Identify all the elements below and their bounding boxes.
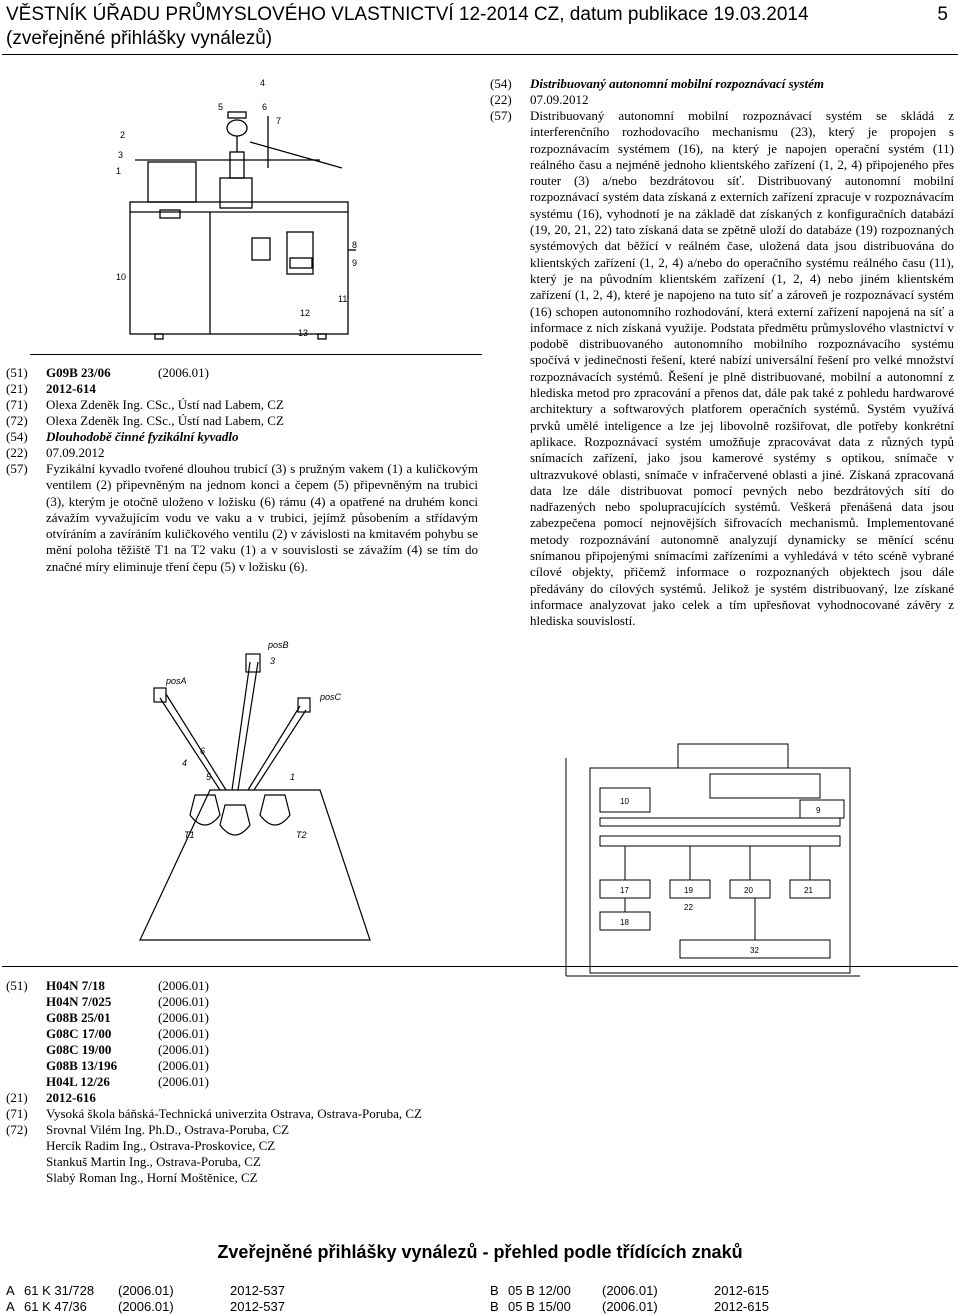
entry3-ipc-row: G08B 13/196 (2006.01) [46,1058,209,1073]
fig2-label: posB [268,640,289,650]
entry1-rule [30,354,482,355]
fig1-label: 6 [262,102,268,112]
fig1-label: 8 [352,240,358,250]
entry3-ipc-row: G08C 19/00 (2006.01) [46,1042,209,1057]
figure-pendulum-motion [120,640,390,950]
entry1-inventor-row: (72) Olexa Zdeněk Ing. CSc., Ústí nad Labem, CZ [6,413,284,428]
entry2-abstract: Distribuovaný autonomní mobilní rozpoznávací systém se skládá z interferenčního rozhodovacího mechanismu (23), který je propojen s rozpoznávacím systémem (16), na který je napojen operační systém (11) reálného času a nejméně jednoho klientského zařízení (1, 2, 4) připojeného přes router (3) a/nebo bezdrátovou síť. Distribuovaný autonomní mobilní rozpoznávací systém data získaná z externích zařízení zpracuje v rozpoznávacím systému (16), vyhodnotí je na základě dat získaných z konfiguračních databází (19, 20, 21, 22) tato získaná data se zpětně uloží do databáze (19) rozpoznaných systémových dat běžící v reálném čase, uložená data jsou distribuována do klientských zařízení (1, 2, 4) a/nebo do operačního systému reálného času (11), který je na původním klientském zařízení (1, 2, 4) nebo jiném klientském zařízení (1, 2, 4), které je napojeno na tuto síť a zároveň je rozpoznávací systém (16) schopen autonomního rozhodování, která externí zařízení napojená na síť a informace z nich získaná využije. Podstata předmětu průmyslového vlastnictví v podobě distribuovaného autonomního mobilního rozpoznávacího systému spočívá v jedinečnosti řešení, které nabízí universální řešení pro velké množství rozpoznávacích systémů. Řešení je plně distribuované, mobilní a autonomní z hlediska metod pro zpracování a přenos dat, dále pak také z pohledu hardwarové architektury a softwarových platforem operačních systémů. Systém využívá prvků umělé inteligence a lze jej libovolně rozšiřovat, dle potřeby konkrétní aplikace. Rozpoznávací systém umožňuje zpracovávat data z různých typů snímacích zařízení, jako jsou kamerové systémy s optikou, snímače v ultrazvukové oblasti, snímače v infračervené oblasti a jiné. Získaná zpracovaná data lze dále distribuovat pomocí pevných nebo bezdrátových sítí do nadřazených nebo spolupracujících systémů. Veškerá přenášená data jsou zabezpečena pomocí nejnovějších šifrovacích mechanismů. Implementované metody rozpoznávání autonomně analyzují dynamicky se měnící scénu snímanou připojenými snímacími zařízeními a vyhledává v této scéně vybrané cílové objekty, přičemž informace o rozpoznaných objektech jsou dále předávány do cílových systémů. Jelikož je systém distribuovaný, lze získané informace analyzovat jako celek a tím upřesňovat vyhodnocované závěry z hlediska souvislostí. [530,108,954,629]
index-row: B 05 B 15/00 (2006.01) 2012-615 [490,1299,769,1314]
diagram-label: 19 [684,886,693,895]
index-section-title: Zveřejněné přihlášky vynálezů - přehled podle třídících znaků [217,1242,743,1262]
fig1-label: 10 [116,272,127,282]
entry3-ipc-row: H04L 12/26 (2006.01) [46,1074,209,1089]
entry3-rule [2,966,958,967]
header-rule [2,54,958,55]
figure-system-block-diagram [560,740,880,980]
entry1-abstract: Fyzikální kyvadlo tvořené dlouhou trubicí (3) s pružným vakem (1) a kuličkovým ventilem (2) připevněným na jednom konci a čepem (5) připevněným na trubici (3), kterým je otočně uloženo v ložisku (6) rámu (4) a opatřené na druhém konci závažím vyvažujícím vodu ve vaku a v trubici, jejímž působením a střídavým otvíráním a zavíráním kuličkového ventilu (2) v závislosti na kmitavém pohybu se mění poloha těžiště T1 na T2 vaku (1) a v souvislosti se závažím (4) se tím do značné míry eliminuje tření čepu (5) v ložisku (6). [46,461,478,574]
fig2-label: 4 [182,758,188,768]
fig2-label: 3 [270,656,276,666]
page-number: 5 [937,4,948,25]
entry1-applicant-row: (71) Olexa Zdeněk Ing. CSc., Ústí nad Labem, CZ [6,397,284,412]
diagram-label: 10 [620,797,629,806]
entry3-inventor-row: Hercík Radim Ing., Ostrava-Proskovice, CZ [46,1138,276,1153]
entry1-ipc-row: (51) G09B 23/06 (2006.01) [6,365,209,380]
entry2-date-row: (22) 07.09.2012 [490,92,589,107]
entry3-inventor-row: (72) Srovnal Vilém Ing. Ph.D., Ostrava-Poruba, CZ [6,1122,290,1137]
entry3-ipc-row: H04N 7/025 (2006.01) [46,994,209,1009]
entry3-ipc-row: (51) H04N 7/18 (2006.01) [6,978,209,993]
journal-header: VĚSTNÍK ÚŘADU PRŮMYSLOVÉHO VLASTNICTVÍ 12-2014 CZ, datum publikace 19.03.2014 [6,4,809,25]
diagram-label: 32 [750,946,759,955]
entry2-title-row: (54) Distribuovaný autonomní mobilní rozpoznávací systém [490,76,824,91]
fig2-label: 5 [206,772,212,782]
fig1-label: 2 [120,130,126,140]
entry1-date-row: (22) 07.09.2012 [6,445,105,460]
fig1-label: 3 [118,150,124,160]
fig2-label: 6 [200,746,206,756]
index-row: A 61 K 47/36 (2006.01) 2012-537 [6,1299,285,1314]
fig2-label: posA [166,676,187,686]
ipc-code: G09B 23/06 [46,365,111,380]
fig1-label: 4 [260,78,266,88]
diagram-label: 22 [684,903,693,912]
fig2-label: 1 [290,772,296,782]
diagram-label: 20 [744,886,753,895]
fig2-label: T2 [296,830,307,840]
figure-pendulum-apparatus [100,70,370,340]
journal-subheader: (zveřejněné přihlášky vynálezů) [6,28,273,49]
entry3-app-row: (21) 2012-616 [6,1090,96,1105]
diagram-label: 9 [816,806,821,815]
entry1-app-row: (21) 2012-614 [6,381,96,396]
fig1-label: 11 [338,294,348,304]
fig1-label: 5 [218,102,224,112]
entry3-inventor-row: Stankuš Martin Ing., Ostrava-Poruba, CZ [46,1154,261,1169]
entry2-c57: (57) [490,108,512,123]
entry3-applicant-row: (71) Vysoká škola báňská-Technická univerzita Ostrava, Ostrava-Poruba, CZ [6,1106,422,1121]
fig1-label: 9 [352,258,358,268]
diagram-label: 21 [804,886,813,895]
fig1-label: 12 [300,308,311,318]
fig2-label: T1 [184,830,195,840]
entry3-ipc-row: G08C 17/00 (2006.01) [46,1026,209,1041]
entry3-ipc-row: G08B 25/01 (2006.01) [46,1010,209,1025]
fig1-label: 13 [298,328,309,338]
entry1-title-row: (54) Dlouhodobě činné fyzikální kyvadlo [6,429,239,444]
fig1-label: 1 [116,166,122,176]
fig1-label: 7 [276,116,282,126]
index-row: B 05 B 12/00 (2006.01) 2012-615 [490,1283,769,1298]
index-row: A 61 K 31/728 (2006.01) 2012-537 [6,1283,285,1298]
entry1-c57: (57) [6,461,28,476]
fig2-label: posC [320,692,342,702]
diagram-label: 17 [620,886,629,895]
entry3-inventor-row: Slabý Roman Ing., Horní Moštěnice, CZ [46,1170,258,1185]
diagram-label: 18 [620,918,629,927]
